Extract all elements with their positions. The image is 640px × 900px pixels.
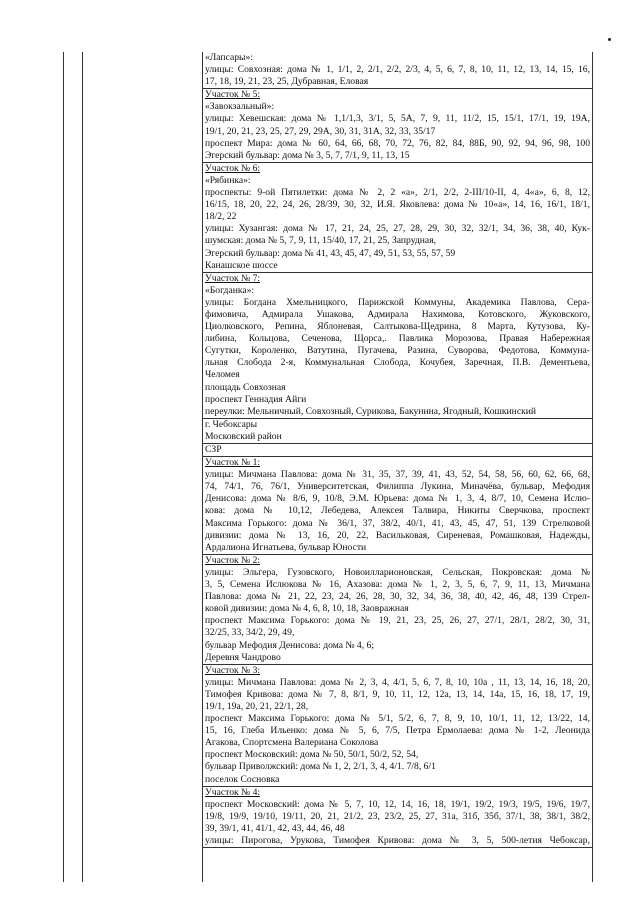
text-line: Агакова, Спортсмена Валериана Соколова	[205, 737, 379, 749]
table-row	[203, 457, 592, 555]
table-row	[203, 555, 592, 665]
text-line: фимовича, Адмирала Ушакова, Адмирала Нахимова, Котовского, Жуковского,	[205, 308, 590, 320]
text-line: «Богданка»:	[205, 284, 255, 296]
text-line: «Лапсары»:	[205, 52, 253, 63]
text-line: Сугутки, Короленко, Ватутина, Пугачева, Разина, Суворова, Федотова, Коммуна-	[205, 345, 590, 357]
text-line: Эгерский бульвар: дома № 41, 43, 45, 47, 49, 51, 53, 55, 57, 59	[205, 247, 456, 259]
table-row	[203, 419, 592, 444]
text-line: Тимофея Кривова: дома № 7, 8, 8/1, 9, 10, 11, 12, 12а, 13, 14, 14а, 15, 16, 18, 17, 19,	[205, 688, 590, 700]
text-line: Канашское шоссе	[205, 259, 278, 271]
text-line: Московский район	[205, 430, 282, 442]
text-line: 3, 5, Семена Ислюкова № 16, Ахазова: дома № 1, 2, 3, 5, 6, 7, 9, 11, 13, Мичмана	[205, 579, 590, 591]
section-heading: Участок № 7:	[205, 272, 261, 284]
section-heading: Участок № 6:	[205, 162, 261, 174]
text-line: 18/2, 22	[205, 211, 237, 223]
text-line: ковой дивизии: дома № 4, 6, 8, 10, 18, Заовражная	[205, 603, 409, 615]
text-line: дивизии: дома № 13, 16, 20, 22, Васильковая, Сиреневая, Ромашковая, Надежды,	[205, 529, 590, 541]
text-line: Эгерский бульвар: дома № 3, 5, 7, 7/1, 9, 11, 13, 15	[205, 149, 410, 161]
text-line: улицы: Мичмана Павлова: дома № 2, 3, 4, 4/1, 5, 6, 7, 8, 10, 10а , 11, 13, 14, 16, 18, 20,	[205, 676, 590, 688]
table-row	[203, 273, 592, 419]
text-line: 19/1, 19а, 20, 21, 22/1, 28,	[205, 700, 309, 712]
text-line: проспект Максима Горького: дома № 19, 21, 23, 25, 26, 27, 27/1, 28/1, 28/2, 30, 31,	[205, 615, 590, 627]
text-line: проспект Геннадия Айги	[205, 393, 307, 405]
text-line: 32/25, 33, 34/2, 29, 49,	[205, 627, 295, 639]
table-row	[203, 665, 592, 787]
text-line: бульвар Мефодия Денисова: дома № 4, 6;	[205, 639, 374, 651]
text-line: либина, Кольцова, Сеченова, Щорса,. Павлика Морозова, Правая Набережная	[205, 333, 590, 345]
text-line: 16/15, 18, 20, 22, 24, 26, 28/39, 30, 32, И.Я. Яковлева: дома № 10«а», 14, 16, 16/1, 18/1,	[205, 199, 590, 211]
text-line: Павлова: дома № 21, 22, 23, 24, 26, 28, 30, 32, 34, 36, 38, 40, 42, 46, 48, 139 Стрел-	[205, 591, 590, 603]
table-row	[203, 163, 592, 273]
text-line: кова: дома № 10,12, Лебедева, Алексея Талвира, Никиты Сверчкова, проспект	[205, 505, 590, 517]
text-line: шумская: дома № 5, 7, 9, 11, 15/40, 17, 21, 25, Запрудная,	[205, 235, 437, 247]
text-line: 39, 39/1, 41, 41/1, 42, 43, 44, 46, 48	[205, 822, 345, 834]
text-line: поселок Сосновка	[205, 773, 280, 785]
section-heading: Участок № 4:	[205, 786, 261, 798]
text-line: улицы: Пирогова, Урукова, Тимофея Кривова: дома № 3, 5, 500-летия Чебоксар,	[205, 835, 590, 846]
address-column	[203, 52, 592, 848]
section-heading: Участок № 2:	[205, 554, 261, 566]
column-divider-1	[82, 52, 83, 882]
text-line: проспект Мира: дома № 60, 64, 66, 68, 70, 72, 76, 82, 84, 88Б, 90, 92, 94, 96, 98, 100	[205, 137, 590, 149]
table-row	[203, 52, 592, 89]
text-line: «Завокзальный»:	[205, 101, 275, 113]
text-line: проспект Московский: дома № 5, 7, 10, 12, 14, 16, 18, 19/1, 19/2, 19/3, 19/5, 19/6, 19/7,	[205, 798, 590, 810]
text-line: улицы: Эльгера, Гузовского, Новоилларионовская, Сельская, Покровская: дома №	[205, 566, 590, 578]
text-line: Деревня Чандрово	[205, 651, 281, 663]
text-line: г. Чебоксары	[205, 418, 258, 430]
text-line: «Рябинка»:	[205, 174, 251, 186]
text-line: улицы: Хевешская: дома № 1,1/1,3, 3/1, 5, 5А, 7, 9, 11, 11/2, 15, 15/1, 17/1, 19, 19А,	[205, 113, 590, 125]
table-row	[203, 89, 592, 163]
text-line: СЗР	[205, 444, 222, 455]
text-line: Максима Горького: дома № 36/1, 37, 38/2, 40/1, 41, 43, 45, 47, 51, 139 Стрелковой	[205, 517, 590, 529]
text-line: 19/8, 19/9, 19/10, 19/11, 20, 21, 21/2, 23, 23/2, 25, 27, 31а, 31б, 35б, 37/1, 38, 38/1, 38/2,	[205, 810, 590, 822]
text-line: 15, 16, Глеба Ильенко: дома № 5, 6, 7/5, Петра Ермолаева: дома № 1-2, Леонида	[205, 725, 590, 737]
text-line: проспект Максима Горького: дома № 5/1, 5/2, 6, 7, 8, 9, 10, 10/1, 11, 12, 13/22, 14,	[205, 713, 590, 725]
text-line: улицы: Богдана Хмельницкого, Парижской Коммуны, Академика Павлова, Сера-	[205, 296, 590, 308]
text-line: бульвар Приволжский: дома № 1, 2, 2/1, 3, 4, 4/1. 7/8, 6/1	[205, 761, 436, 773]
section-heading: Участок № 5:	[205, 89, 261, 101]
text-line: льная Слобода 2-я, Коммунальная Слобода, Кочубея, Заречная, П.В. Дементьева,	[205, 357, 590, 369]
text-line: Челомея	[205, 369, 240, 381]
text-line: 17, 18, 19, 21, 23, 25, Дубравная, Еловая	[205, 76, 369, 88]
scan-speck	[608, 38, 611, 41]
text-line: улицы: Мичмана Павлова: дома № 31, 35, 37, 39, 41, 43, 52, 54, 58, 56, 60, 62, 66, 68,	[205, 469, 590, 481]
text-line: переулки: Мельничный, Совхозный, Сурикова, Бакунина, Ягодный, Кошкинский	[205, 405, 537, 417]
section-heading: Участок № 3:	[205, 664, 261, 676]
table-row	[203, 444, 592, 457]
text-line: Денисова: дома № 8/6, 9, 10/8, Э.М. Юрьева: дома № 1, 3, 4, 8/7, 10, Семена Ислю-	[205, 493, 590, 505]
document-table	[63, 52, 593, 882]
text-line: площадь Совхозная	[205, 381, 286, 393]
text-line: Ардалиона Игнатьева, бульвар Юности	[205, 541, 367, 553]
text-line: улицы: Хузангая: дома № 17, 21, 24, 25, 27, 28, 29, 30, 32, 32/1, 34, 36, 38, 40, Кук-	[205, 223, 590, 235]
text-line: Циолковского, Репина, Яблоневая, Салтыкова-Щедрина, 8 Марта, Кутузова, Ку-	[205, 321, 590, 333]
text-line: улицы: Совхозная: дома № 1, 1/1, 2, 2/1, 2/2, 2/3, 4, 5, 6, 7, 8, 10, 11, 12, 13, 14, 15, 16,	[205, 64, 590, 76]
text-line: 74, 74/1, 76, 76/1, Университетская, Филиппа Лукина, Миначёва, бульвар, Мефодия	[205, 481, 590, 493]
text-line: проспекты: 9-ой Пятилетки: дома № 2, 2 «а», 2/1, 2/2, 2-III/10-II, 4, 4«а», 6, 8, 12,	[205, 187, 590, 199]
text-line: 19/1, 20, 21, 23, 25, 27, 29, 29А, 30, 31, 31А, 32, 33, 35/17	[205, 125, 436, 137]
section-heading: Участок № 1:	[205, 457, 261, 469]
text-line: проспект Московский: дома № 50, 50/1, 50/2, 52, 54,	[205, 749, 419, 761]
table-row	[203, 787, 592, 848]
